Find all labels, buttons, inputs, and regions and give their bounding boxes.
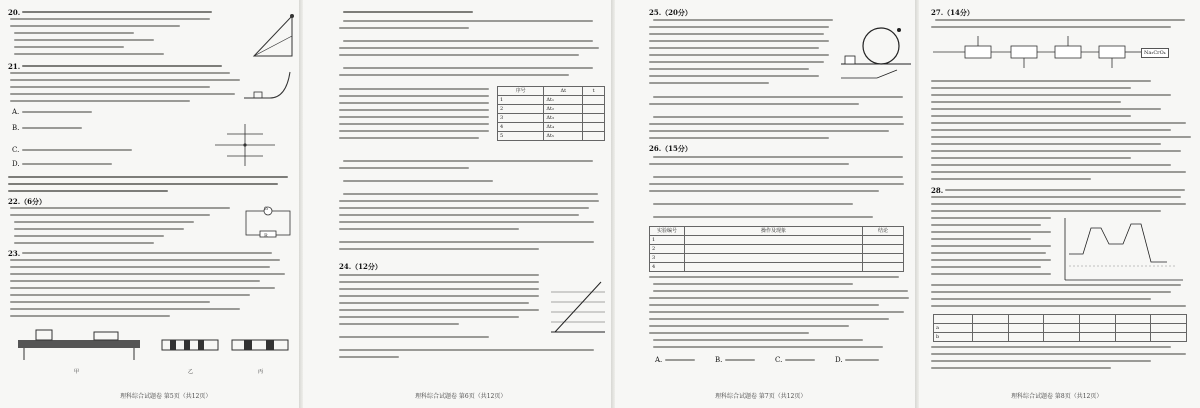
apparatus-figure-2 [160, 334, 220, 356]
option-b: B. [12, 124, 20, 132]
flow-end-product: Na₂CrO₄ [1141, 48, 1169, 58]
table-row: 3 Δt₃ [498, 114, 605, 123]
option-b: B. [715, 356, 723, 364]
timing-table [497, 86, 605, 141]
page-8-footer: 理科综合试题卷 第8页（共12页） [1011, 393, 1103, 400]
question-21-number: 21. [8, 62, 21, 71]
question-22-number: 22.（6分） [8, 197, 47, 206]
energy-graph [1057, 214, 1187, 286]
option-c: C. [775, 356, 783, 364]
experiment-table [649, 226, 904, 272]
table-header: Δt [544, 87, 583, 96]
option-c: C. [12, 146, 20, 154]
question-28-number: 28. [931, 186, 944, 195]
page-7 [615, 0, 919, 408]
apparatus-figure-1 [14, 326, 144, 364]
table-row: 4 Δt₄ [498, 123, 605, 132]
circuit-label-r: R [264, 233, 268, 239]
table-row: 2 Δt₂ [498, 105, 605, 114]
caption-bing: 丙 [258, 369, 264, 375]
page-5-footer: 理科综合试题卷 第5页（共12页） [120, 393, 212, 400]
table-row: 1 [650, 236, 904, 245]
table-header: 结论 [863, 227, 904, 236]
table-header: 实验编号 [650, 227, 685, 236]
question-25-number: 25.（20分） [649, 8, 692, 17]
table-header: 操作及现象 [685, 227, 863, 236]
option-a: A. [655, 356, 663, 364]
question-20-number: 20. [8, 8, 21, 17]
question-24-number: 24.（12分） [339, 262, 382, 271]
curve-figure [240, 66, 296, 102]
loop-track-figure [837, 16, 915, 88]
triangle-figure [248, 10, 298, 62]
option-d: D. [12, 160, 20, 168]
apparatus-figure-3 [230, 334, 290, 356]
caption-yi: 乙 [188, 369, 194, 375]
field-figure [205, 120, 285, 170]
caption-jia: 甲 [74, 369, 80, 375]
page-5 [0, 0, 303, 408]
table-row: 4 [650, 263, 904, 272]
table-header: t [583, 87, 605, 96]
table-row: a [934, 324, 1187, 333]
question-23-number: 23. [8, 249, 21, 258]
option-a: A. [12, 108, 20, 116]
table-row: 1 Δt₁ [498, 96, 605, 105]
page-6-footer: 理科综合试题卷 第6页（共12页） [415, 393, 507, 400]
concentration-table [933, 314, 1187, 342]
table-row: 3 [650, 254, 904, 263]
question-26-number: 26.（15分） [649, 144, 692, 153]
circuit-label-g: G [264, 206, 268, 212]
option-d: D. [835, 356, 843, 364]
page-8 [919, 0, 1200, 408]
page-6 [303, 0, 615, 408]
magnetic-field-figure [547, 278, 609, 336]
table-row: b [934, 333, 1187, 342]
table-header: 序号 [498, 87, 544, 96]
page-7-footer: 理科综合试题卷 第7页（共12页） [715, 393, 807, 400]
table-row: 5 Δt₅ [498, 132, 605, 141]
table-row: 2 [650, 245, 904, 254]
circuit-figure [240, 205, 296, 245]
question-27-number: 27.（14分） [931, 8, 974, 17]
